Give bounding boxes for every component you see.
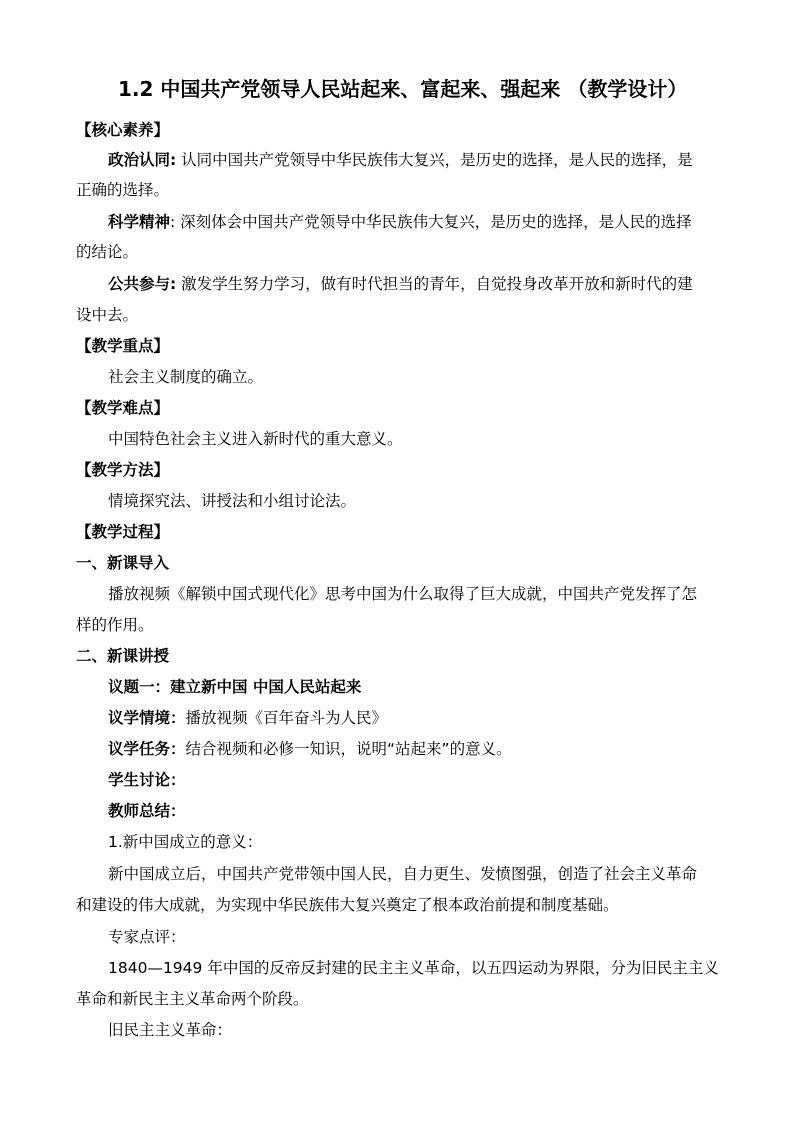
revolution-line-2: 革命和新民主主义革命两个阶段。 xyxy=(76,990,309,1008)
situation-line xyxy=(108,708,387,728)
political-identity-line-1 xyxy=(108,150,693,170)
teaching-method-heading: 【教学方法】 xyxy=(76,461,170,479)
public-participation-text-1: 激发学生努力学习，做有时代担当的青年，自觉投身改革开放和新时代的建 xyxy=(176,275,693,293)
lecture-heading: 二、新课讲授 xyxy=(76,647,170,665)
teaching-process-heading: 【教学过程】 xyxy=(76,523,170,541)
political-identity-text-1: 认同中国共产党领导中华民族伟大复兴，是历史的选择，是人民的选择，是 xyxy=(176,151,693,169)
significance-line-2: 和建设的伟大成就，为实现中华民族伟大复兴奠定了根本政治前提和制度基础。 xyxy=(76,896,619,914)
political-identity-line-2: 正确的选择。 xyxy=(76,181,170,199)
expert-comment: 专家点评： xyxy=(108,928,186,946)
task-label: 议学任务： xyxy=(108,740,186,758)
teaching-method-text: 情境探究法、讲授法和小组讨论法。 xyxy=(108,492,357,510)
teaching-difficulty-text: 中国特色社会主义进入新时代的重大意义。 xyxy=(108,430,403,448)
page-title: 1.2 中国共产党领导人民站起来、富起来、强起来 （教学设计） xyxy=(118,77,688,101)
public-participation-line-1 xyxy=(108,274,693,294)
intro-text-line-1: 播放视频《解锁中国式现代化》思考中国为什么取得了巨大成就，中国共产党发挥了怎 xyxy=(108,585,698,603)
revolution-line-1: 1840—1949 年中国的反帝反封建的民主主义革命，以五四运动为界限，分为旧民主主义 xyxy=(108,959,719,977)
situation-label: 议学情境： xyxy=(108,709,186,727)
scientific-spirit-line-1 xyxy=(108,212,692,232)
old-democratic-revolution: 旧民主主义革命： xyxy=(108,1021,233,1039)
teaching-focus-heading: 【教学重点】 xyxy=(76,337,170,355)
task-line xyxy=(108,739,512,759)
situation-text: 播放视频《百年奋斗为人民》 xyxy=(185,709,388,727)
intro-text-line-2: 样的作用。 xyxy=(76,616,154,634)
core-literacy-heading: 【核心素养】 xyxy=(76,121,170,139)
topic-one: 议题一：建立新中国 中国人民站起来 xyxy=(108,678,362,696)
scientific-spirit-label: 科学精神 xyxy=(108,213,171,231)
scientific-spirit-line-2: 的结论。 xyxy=(76,243,139,261)
significance-line-1: 新中国成立后，中国共产党带领中国人民，自力更生、发愤图强，创造了社会主义革命 xyxy=(108,865,698,883)
political-identity-label: 政治认同: xyxy=(108,151,177,169)
student-discussion: 学生讨论： xyxy=(108,771,186,789)
teacher-summary: 教师总结： xyxy=(108,802,186,820)
public-participation-label: 公共参与: xyxy=(108,275,177,293)
point-one: 1.新中国成立的意义： xyxy=(108,833,263,851)
public-participation-line-2: 设中去。 xyxy=(76,306,139,324)
teaching-focus-text: 社会主义制度的确立。 xyxy=(108,368,264,386)
scientific-spirit-text-1: : 深刻体会中国共产党领导中华民族伟大复兴，是历史的选择，是人民的选择 xyxy=(170,213,692,231)
task-text: 结合视频和必修一知识，说明“站起来”的意义。 xyxy=(185,740,512,758)
intro-heading: 一、新课导入 xyxy=(76,554,170,572)
teaching-difficulty-heading: 【教学难点】 xyxy=(76,399,170,417)
